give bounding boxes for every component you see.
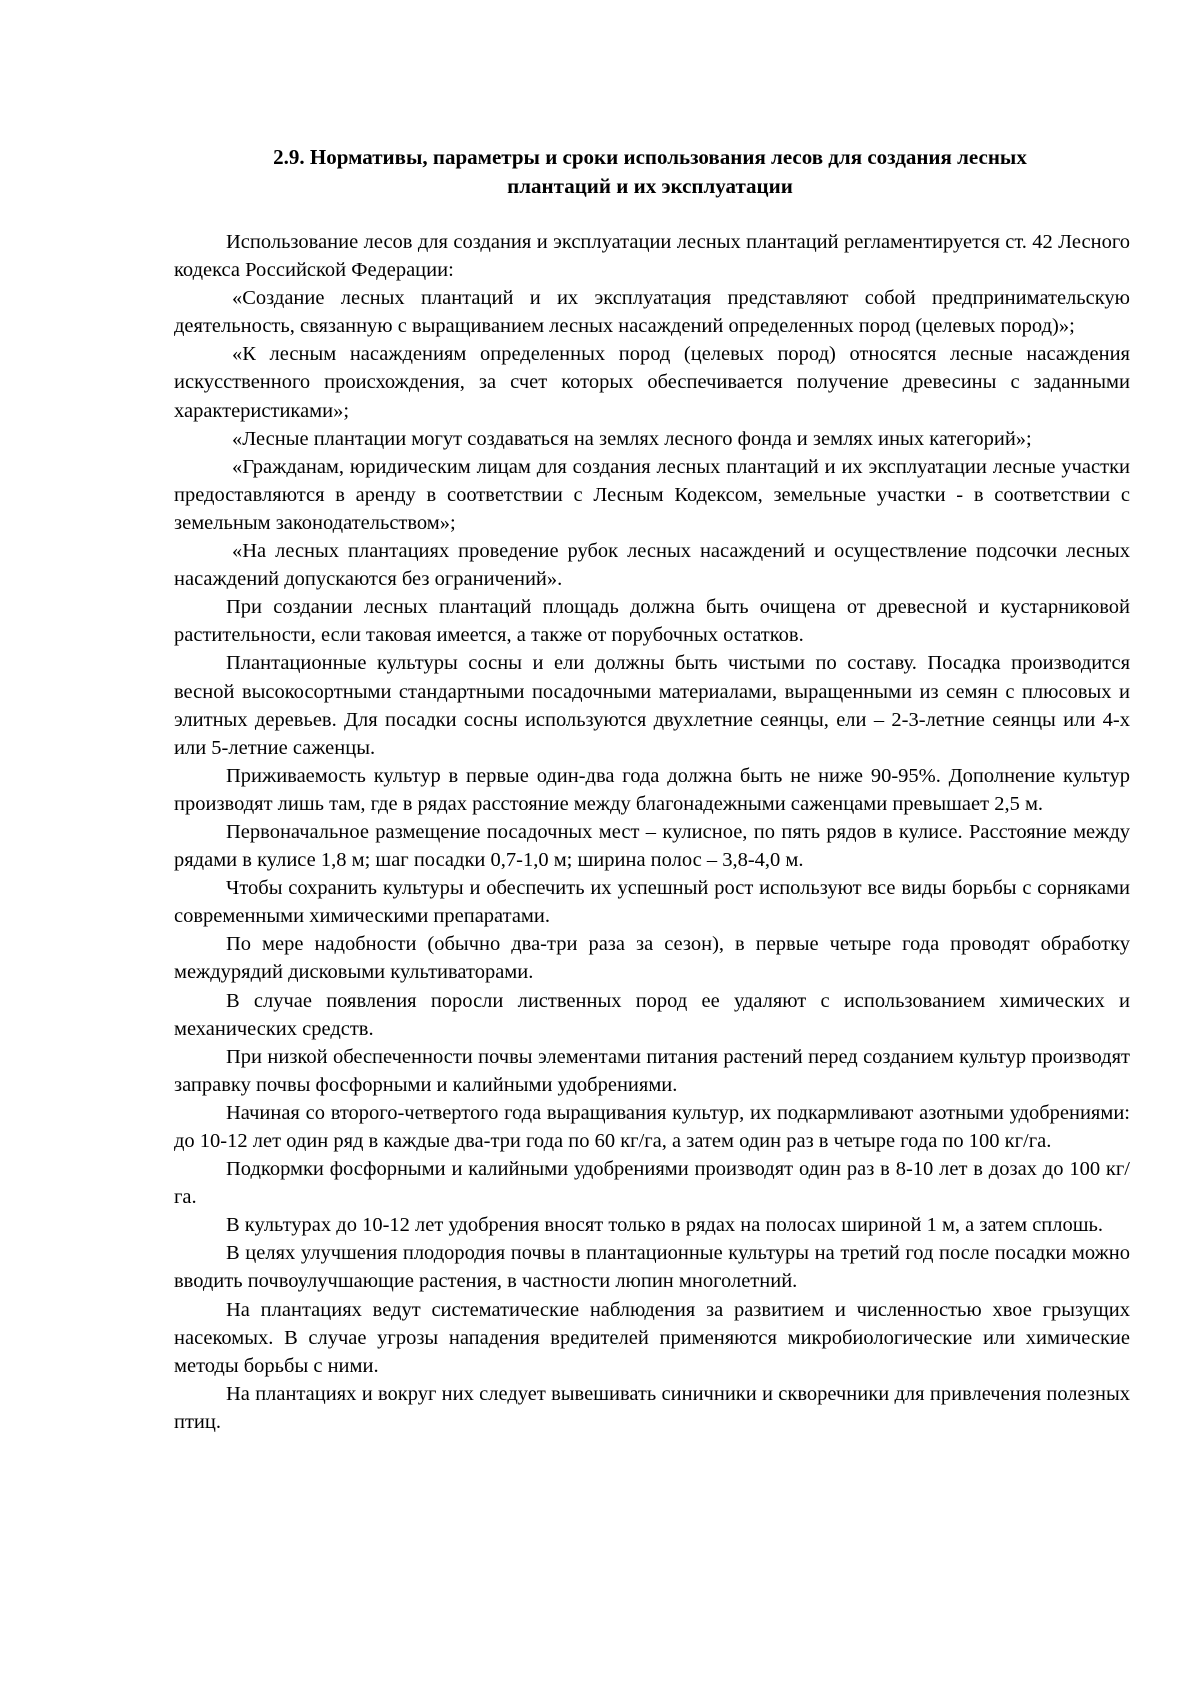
paragraph-fertilizer-rows: В культурах до 10-12 лет удобрения вносят только в рядах на полосах шириной 1 м, а затем сплошь. xyxy=(226,1214,1104,1237)
paragraph-quote-5: «На лесных плантациях проведение рубок лесных насаждений и осуществление подсочки лесных насаждений допускаются без ограничений». xyxy=(174,540,1130,591)
paragraph-pest-monitoring: На плантациях ведут систематические наблюдения за развитием и численностью хвое грызущих насекомых. В случае угрозы нападения вредителей применяются микробиологические или химические методы борьбы с ними. xyxy=(174,1298,1130,1377)
paragraph-soil-improvement: В целях улучшения плодородия почвы в плантационные культуры на третий год после посадки можно вводить почвоулучшающие растения, в частности люпин многолетний. xyxy=(174,1242,1130,1293)
paragraph-planting: Плантационные культуры сосны и ели должны быть чистыми по составу. Посадка производится весной высокосортными стандартными посадочными материалами, выращенными из семян с плюсовых и элитных деревьев. Для посадки сосны используются двухлетние сеянцы, ели – 2-3-летние сеянцы или 4-х или 5-летние саженцы. xyxy=(174,652,1130,759)
body-text xyxy=(174,228,1130,1436)
paragraph-deciduous-removal: В случае появления поросли лиственных пород ее удаляют с использованием химических и механических средств. xyxy=(174,989,1130,1040)
paragraph-site-clearing: При создании лесных плантаций площадь должна быть очищена от древесной и кустарниковой растительности, если таковая имеется, а также от порубочных остатков. xyxy=(174,596,1130,647)
paragraph-intro: Использование лесов для создания и эксплуатации лесных плантаций регламентируется ст. 42 Лесного кодекса Российской Федерации: xyxy=(174,231,1130,282)
paragraph-quote-2: «К лесным насаждениям определенных пород (целевых пород) относятся лесные насаждения искусственного происхождения, за счет которых обеспечивается получение древесины с заданными характеристиками»; xyxy=(174,343,1130,422)
section-heading-line-1: 2.9. Нормативы, параметры и сроки использования лесов для создания лесных xyxy=(273,145,1027,169)
paragraph-weed-control: Чтобы сохранить культуры и обеспечить их успешный рост используют все виды борьбы с сорняками современными химическими препаратами. xyxy=(174,877,1130,928)
paragraph-birdhouses: На плантациях и вокруг них следует вывешивать синичники и скворечники для привлечения полезных птиц. xyxy=(174,1382,1130,1433)
paragraph-pk-feeding: Подкормки фосфорными и калийными удобрениями производят один раз в 8-10 лет в дозах до 100 кг/га. xyxy=(174,1158,1130,1209)
paragraph-survival: Приживаемость культур в первые один-два года должна быть не ниже 90-95%. Дополнение культур производят лишь там, где в рядах расстояние между благонадежными саженцами превышает 2,5 м. xyxy=(174,764,1130,815)
paragraph-quote-1: «Создание лесных плантаций и их эксплуатация представляют собой предпринимательскую деятельность, связанную с выращиванием лесных насаждений определенных пород (целевых пород)»; xyxy=(174,287,1130,338)
paragraph-cultivation: По мере надобности (обычно два-три раза за сезон), в первые четыре года проводят обработку междурядий дисковыми культиваторами. xyxy=(174,933,1130,984)
paragraph-placement: Первоначальное размещение посадочных мест – кулисное, по пять рядов в кулисе. Расстояние между рядами в кулисе 1,8 м; шаг посадки 0,7-1,0 м; ширина полос – 3,8-4,0 м. xyxy=(174,820,1130,872)
paragraph-soil-fertilizing: При низкой обеспеченности почвы элементами питания растений перед созданием культур производят заправку почвы фосфорными и калийными удобрениями. xyxy=(174,1045,1130,1096)
paragraph-quote-3: «Лесные плантации могут создаваться на землях лесного фонда и землях иных категорий»; xyxy=(232,427,1032,450)
paragraph-quote-4: «Гражданам, юридическим лицам для создания лесных плантаций и их эксплуатации лесные участки предоставляются в аренду в соответствии с Лесным Кодексом, земельные участки - в соответствии с земельным законодательством»; xyxy=(174,455,1130,534)
section-heading-line-2: плантаций и их эксплуатации xyxy=(507,174,793,198)
paragraph-nitrogen-feeding: Начиная со второго-четвертого года выращивания культур, их подкармливают азотными удобрениями: до 10-12 лет один ряд в каждые два-три года по 60 кг/га, а затем один раз в четыре года по 100 кг/га. xyxy=(174,1101,1130,1152)
section-heading xyxy=(175,143,1125,201)
